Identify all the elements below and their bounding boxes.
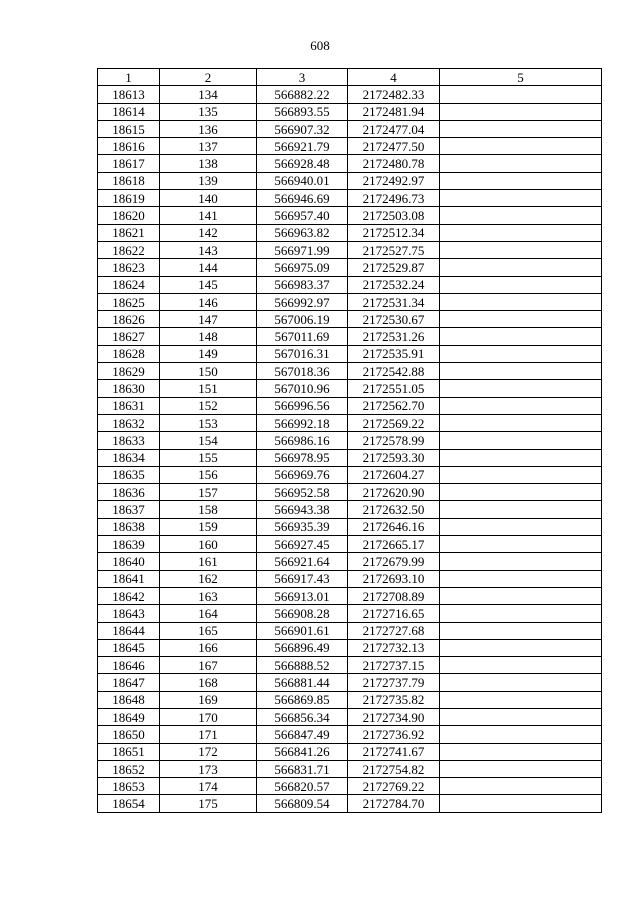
x-coordinate-cell: 566935.39 bbox=[257, 518, 348, 535]
table-row bbox=[98, 691, 602, 708]
y-coordinate-cell: 2172620.90 bbox=[348, 484, 440, 501]
table-body bbox=[98, 86, 602, 812]
table-row bbox=[98, 795, 602, 812]
x-coordinate-cell: 566986.16 bbox=[257, 432, 348, 449]
y-coordinate-cell: 2172727.68 bbox=[348, 622, 440, 639]
point-number-cell: 172 bbox=[160, 743, 257, 760]
x-coordinate-cell: 566927.45 bbox=[257, 536, 348, 553]
point-number-cell: 155 bbox=[160, 449, 257, 466]
note-cell bbox=[440, 449, 602, 466]
point-id-cell: 18613 bbox=[98, 86, 160, 103]
table-row bbox=[98, 86, 602, 103]
table-row bbox=[98, 743, 602, 760]
note-cell bbox=[440, 207, 602, 224]
x-coordinate-cell: 566882.22 bbox=[257, 86, 348, 103]
table-row bbox=[98, 449, 602, 466]
point-number-cell: 168 bbox=[160, 674, 257, 691]
y-coordinate-cell: 2172530.67 bbox=[348, 311, 440, 328]
point-id-cell: 18623 bbox=[98, 259, 160, 276]
point-id-cell: 18617 bbox=[98, 155, 160, 172]
table-row bbox=[98, 207, 602, 224]
table-row bbox=[98, 414, 602, 431]
note-cell bbox=[440, 276, 602, 293]
point-id-cell: 18638 bbox=[98, 518, 160, 535]
point-id-cell: 18619 bbox=[98, 190, 160, 207]
note-cell bbox=[440, 743, 602, 760]
table-row bbox=[98, 778, 602, 795]
point-number-cell: 145 bbox=[160, 276, 257, 293]
note-cell bbox=[440, 345, 602, 362]
x-coordinate-cell: 566901.61 bbox=[257, 622, 348, 639]
point-id-cell: 18626 bbox=[98, 311, 160, 328]
point-id-cell: 18633 bbox=[98, 432, 160, 449]
y-coordinate-cell: 2172531.34 bbox=[348, 293, 440, 310]
note-cell bbox=[440, 726, 602, 743]
y-coordinate-cell: 2172716.65 bbox=[348, 605, 440, 622]
table-row bbox=[98, 103, 602, 120]
y-coordinate-cell: 2172737.15 bbox=[348, 657, 440, 674]
y-coordinate-cell: 2172632.50 bbox=[348, 501, 440, 518]
y-coordinate-cell: 2172481.94 bbox=[348, 103, 440, 120]
x-coordinate-cell: 566983.37 bbox=[257, 276, 348, 293]
x-coordinate-cell: 567006.19 bbox=[257, 311, 348, 328]
table-row bbox=[98, 760, 602, 777]
note-cell bbox=[440, 536, 602, 553]
point-number-cell: 142 bbox=[160, 224, 257, 241]
note-cell bbox=[440, 259, 602, 276]
point-id-cell: 18652 bbox=[98, 760, 160, 777]
table-row bbox=[98, 605, 602, 622]
point-number-cell: 170 bbox=[160, 708, 257, 725]
x-coordinate-cell: 566881.44 bbox=[257, 674, 348, 691]
note-cell bbox=[440, 311, 602, 328]
y-coordinate-cell: 2172569.22 bbox=[348, 414, 440, 431]
y-coordinate-cell: 2172532.24 bbox=[348, 276, 440, 293]
note-cell bbox=[440, 172, 602, 189]
note-cell bbox=[440, 241, 602, 258]
y-coordinate-cell: 2172708.89 bbox=[348, 587, 440, 604]
table-row bbox=[98, 259, 602, 276]
x-coordinate-cell: 566969.76 bbox=[257, 466, 348, 483]
table-row bbox=[98, 466, 602, 483]
table-row bbox=[98, 241, 602, 258]
point-number-cell: 169 bbox=[160, 691, 257, 708]
note-cell bbox=[440, 432, 602, 449]
table-row bbox=[98, 293, 602, 310]
x-coordinate-cell: 566943.38 bbox=[257, 501, 348, 518]
point-id-cell: 18621 bbox=[98, 224, 160, 241]
table-row bbox=[98, 708, 602, 725]
table-row bbox=[98, 622, 602, 639]
point-id-cell: 18620 bbox=[98, 207, 160, 224]
point-id-cell: 18631 bbox=[98, 397, 160, 414]
column-header-1: 1 bbox=[98, 69, 160, 86]
note-cell bbox=[440, 466, 602, 483]
point-id-cell: 18632 bbox=[98, 414, 160, 431]
point-id-cell: 18624 bbox=[98, 276, 160, 293]
y-coordinate-cell: 2172477.04 bbox=[348, 120, 440, 137]
note-cell bbox=[440, 570, 602, 587]
note-cell bbox=[440, 138, 602, 155]
x-coordinate-cell: 566957.40 bbox=[257, 207, 348, 224]
point-number-cell: 152 bbox=[160, 397, 257, 414]
column-header-4: 4 bbox=[348, 69, 440, 86]
point-number-cell: 167 bbox=[160, 657, 257, 674]
y-coordinate-cell: 2172578.99 bbox=[348, 432, 440, 449]
point-number-cell: 135 bbox=[160, 103, 257, 120]
x-coordinate-cell: 567010.96 bbox=[257, 380, 348, 397]
table-row bbox=[98, 138, 602, 155]
y-coordinate-cell: 2172503.08 bbox=[348, 207, 440, 224]
x-coordinate-cell: 566952.58 bbox=[257, 484, 348, 501]
note-cell bbox=[440, 708, 602, 725]
point-id-cell: 18640 bbox=[98, 553, 160, 570]
note-cell bbox=[440, 293, 602, 310]
point-id-cell: 18648 bbox=[98, 691, 160, 708]
x-coordinate-cell: 566809.54 bbox=[257, 795, 348, 812]
table-header-row bbox=[98, 69, 602, 86]
point-number-cell: 139 bbox=[160, 172, 257, 189]
x-coordinate-cell: 566928.48 bbox=[257, 155, 348, 172]
table-row bbox=[98, 501, 602, 518]
note-cell bbox=[440, 691, 602, 708]
point-number-cell: 164 bbox=[160, 605, 257, 622]
note-cell bbox=[440, 622, 602, 639]
note-cell bbox=[440, 224, 602, 241]
y-coordinate-cell: 2172527.75 bbox=[348, 241, 440, 258]
note-cell bbox=[440, 518, 602, 535]
table-row bbox=[98, 345, 602, 362]
y-coordinate-cell: 2172512.34 bbox=[348, 224, 440, 241]
point-id-cell: 18614 bbox=[98, 103, 160, 120]
point-id-cell: 18625 bbox=[98, 293, 160, 310]
point-id-cell: 18639 bbox=[98, 536, 160, 553]
note-cell bbox=[440, 363, 602, 380]
y-coordinate-cell: 2172551.05 bbox=[348, 380, 440, 397]
table-row bbox=[98, 155, 602, 172]
point-id-cell: 18641 bbox=[98, 570, 160, 587]
table-row bbox=[98, 432, 602, 449]
point-id-cell: 18653 bbox=[98, 778, 160, 795]
point-id-cell: 18645 bbox=[98, 639, 160, 656]
point-id-cell: 18618 bbox=[98, 172, 160, 189]
note-cell bbox=[440, 414, 602, 431]
point-number-cell: 138 bbox=[160, 155, 257, 172]
note-cell bbox=[440, 795, 602, 812]
y-coordinate-cell: 2172754.82 bbox=[348, 760, 440, 777]
y-coordinate-cell: 2172741.67 bbox=[348, 743, 440, 760]
point-number-cell: 173 bbox=[160, 760, 257, 777]
note-cell bbox=[440, 605, 602, 622]
x-coordinate-cell: 567011.69 bbox=[257, 328, 348, 345]
coordinates-table bbox=[97, 68, 602, 813]
point-number-cell: 144 bbox=[160, 259, 257, 276]
point-number-cell: 147 bbox=[160, 311, 257, 328]
y-coordinate-cell: 2172735.82 bbox=[348, 691, 440, 708]
y-coordinate-cell: 2172604.27 bbox=[348, 466, 440, 483]
y-coordinate-cell: 2172679.99 bbox=[348, 553, 440, 570]
x-coordinate-cell: 566946.69 bbox=[257, 190, 348, 207]
x-coordinate-cell: 566820.57 bbox=[257, 778, 348, 795]
note-cell bbox=[440, 380, 602, 397]
table-row bbox=[98, 553, 602, 570]
y-coordinate-cell: 2172734.90 bbox=[348, 708, 440, 725]
note-cell bbox=[440, 553, 602, 570]
y-coordinate-cell: 2172562.70 bbox=[348, 397, 440, 414]
x-coordinate-cell: 566917.43 bbox=[257, 570, 348, 587]
y-coordinate-cell: 2172693.10 bbox=[348, 570, 440, 587]
table-row bbox=[98, 674, 602, 691]
point-number-cell: 143 bbox=[160, 241, 257, 258]
x-coordinate-cell: 567016.31 bbox=[257, 345, 348, 362]
x-coordinate-cell: 566940.01 bbox=[257, 172, 348, 189]
point-id-cell: 18628 bbox=[98, 345, 160, 362]
point-number-cell: 166 bbox=[160, 639, 257, 656]
table-row bbox=[98, 276, 602, 293]
table-row bbox=[98, 311, 602, 328]
point-number-cell: 175 bbox=[160, 795, 257, 812]
point-id-cell: 18646 bbox=[98, 657, 160, 674]
x-coordinate-cell: 566893.55 bbox=[257, 103, 348, 120]
y-coordinate-cell: 2172477.50 bbox=[348, 138, 440, 155]
point-number-cell: 149 bbox=[160, 345, 257, 362]
point-number-cell: 158 bbox=[160, 501, 257, 518]
x-coordinate-cell: 566888.52 bbox=[257, 657, 348, 674]
point-id-cell: 18616 bbox=[98, 138, 160, 155]
note-cell bbox=[440, 778, 602, 795]
point-id-cell: 18647 bbox=[98, 674, 160, 691]
table-row bbox=[98, 587, 602, 604]
y-coordinate-cell: 2172732.13 bbox=[348, 639, 440, 656]
point-id-cell: 18630 bbox=[98, 380, 160, 397]
point-number-cell: 134 bbox=[160, 86, 257, 103]
x-coordinate-cell: 566971.99 bbox=[257, 241, 348, 258]
table-row bbox=[98, 328, 602, 345]
point-id-cell: 18615 bbox=[98, 120, 160, 137]
table-row bbox=[98, 397, 602, 414]
point-number-cell: 137 bbox=[160, 138, 257, 155]
x-coordinate-cell: 566913.01 bbox=[257, 587, 348, 604]
x-coordinate-cell: 566908.28 bbox=[257, 605, 348, 622]
table-row bbox=[98, 536, 602, 553]
point-number-cell: 161 bbox=[160, 553, 257, 570]
y-coordinate-cell: 2172535.91 bbox=[348, 345, 440, 362]
table-row bbox=[98, 570, 602, 587]
x-coordinate-cell: 566921.79 bbox=[257, 138, 348, 155]
x-coordinate-cell: 566856.34 bbox=[257, 708, 348, 725]
table-row bbox=[98, 120, 602, 137]
point-id-cell: 18654 bbox=[98, 795, 160, 812]
table-row bbox=[98, 726, 602, 743]
x-coordinate-cell: 566978.95 bbox=[257, 449, 348, 466]
note-cell bbox=[440, 587, 602, 604]
point-id-cell: 18649 bbox=[98, 708, 160, 725]
note-cell bbox=[440, 674, 602, 691]
y-coordinate-cell: 2172480.78 bbox=[348, 155, 440, 172]
note-cell bbox=[440, 120, 602, 137]
table-row bbox=[98, 484, 602, 501]
table-row bbox=[98, 172, 602, 189]
y-coordinate-cell: 2172542.88 bbox=[348, 363, 440, 380]
table-row bbox=[98, 657, 602, 674]
point-number-cell: 160 bbox=[160, 536, 257, 553]
table-row bbox=[98, 190, 602, 207]
point-number-cell: 165 bbox=[160, 622, 257, 639]
point-number-cell: 154 bbox=[160, 432, 257, 449]
x-coordinate-cell: 566896.49 bbox=[257, 639, 348, 656]
y-coordinate-cell: 2172784.70 bbox=[348, 795, 440, 812]
page-number: 608 bbox=[310, 38, 330, 53]
note-cell bbox=[440, 501, 602, 518]
x-coordinate-cell: 566975.09 bbox=[257, 259, 348, 276]
y-coordinate-cell: 2172593.30 bbox=[348, 449, 440, 466]
table-row bbox=[98, 380, 602, 397]
y-coordinate-cell: 2172769.22 bbox=[348, 778, 440, 795]
table-row bbox=[98, 363, 602, 380]
point-number-cell: 136 bbox=[160, 120, 257, 137]
y-coordinate-cell: 2172737.79 bbox=[348, 674, 440, 691]
y-coordinate-cell: 2172646.16 bbox=[348, 518, 440, 535]
point-number-cell: 162 bbox=[160, 570, 257, 587]
note-cell bbox=[440, 397, 602, 414]
x-coordinate-cell: 566963.82 bbox=[257, 224, 348, 241]
y-coordinate-cell: 2172531.26 bbox=[348, 328, 440, 345]
point-id-cell: 18642 bbox=[98, 587, 160, 604]
point-id-cell: 18637 bbox=[98, 501, 160, 518]
y-coordinate-cell: 2172529.87 bbox=[348, 259, 440, 276]
point-id-cell: 18634 bbox=[98, 449, 160, 466]
point-id-cell: 18650 bbox=[98, 726, 160, 743]
x-coordinate-cell: 566907.32 bbox=[257, 120, 348, 137]
point-id-cell: 18651 bbox=[98, 743, 160, 760]
note-cell bbox=[440, 328, 602, 345]
note-cell bbox=[440, 190, 602, 207]
y-coordinate-cell: 2172665.17 bbox=[348, 536, 440, 553]
note-cell bbox=[440, 639, 602, 656]
x-coordinate-cell: 566841.26 bbox=[257, 743, 348, 760]
point-number-cell: 163 bbox=[160, 587, 257, 604]
x-coordinate-cell: 566869.85 bbox=[257, 691, 348, 708]
point-number-cell: 140 bbox=[160, 190, 257, 207]
point-id-cell: 18635 bbox=[98, 466, 160, 483]
point-id-cell: 18644 bbox=[98, 622, 160, 639]
point-number-cell: 159 bbox=[160, 518, 257, 535]
point-id-cell: 18643 bbox=[98, 605, 160, 622]
x-coordinate-cell: 566847.49 bbox=[257, 726, 348, 743]
note-cell bbox=[440, 86, 602, 103]
point-id-cell: 18636 bbox=[98, 484, 160, 501]
note-cell bbox=[440, 657, 602, 674]
table-row bbox=[98, 518, 602, 535]
point-id-cell: 18627 bbox=[98, 328, 160, 345]
note-cell bbox=[440, 760, 602, 777]
point-id-cell: 18622 bbox=[98, 241, 160, 258]
column-header-2: 2 bbox=[160, 69, 257, 86]
x-coordinate-cell: 566992.97 bbox=[257, 293, 348, 310]
x-coordinate-cell: 566992.18 bbox=[257, 414, 348, 431]
y-coordinate-cell: 2172492.97 bbox=[348, 172, 440, 189]
note-cell bbox=[440, 155, 602, 172]
note-cell bbox=[440, 103, 602, 120]
point-number-cell: 141 bbox=[160, 207, 257, 224]
table-row bbox=[98, 639, 602, 656]
y-coordinate-cell: 2172496.73 bbox=[348, 190, 440, 207]
x-coordinate-cell: 566921.64 bbox=[257, 553, 348, 570]
point-number-cell: 156 bbox=[160, 466, 257, 483]
point-number-cell: 148 bbox=[160, 328, 257, 345]
column-header-5: 5 bbox=[440, 69, 602, 86]
column-header-3: 3 bbox=[257, 69, 348, 86]
x-coordinate-cell: 566831.71 bbox=[257, 760, 348, 777]
point-number-cell: 150 bbox=[160, 363, 257, 380]
y-coordinate-cell: 2172736.92 bbox=[348, 726, 440, 743]
x-coordinate-cell: 566996.56 bbox=[257, 397, 348, 414]
y-coordinate-cell: 2172482.33 bbox=[348, 86, 440, 103]
point-id-cell: 18629 bbox=[98, 363, 160, 380]
point-number-cell: 174 bbox=[160, 778, 257, 795]
point-number-cell: 146 bbox=[160, 293, 257, 310]
note-cell bbox=[440, 484, 602, 501]
point-number-cell: 171 bbox=[160, 726, 257, 743]
point-number-cell: 157 bbox=[160, 484, 257, 501]
point-number-cell: 153 bbox=[160, 414, 257, 431]
table-row bbox=[98, 224, 602, 241]
x-coordinate-cell: 567018.36 bbox=[257, 363, 348, 380]
point-number-cell: 151 bbox=[160, 380, 257, 397]
